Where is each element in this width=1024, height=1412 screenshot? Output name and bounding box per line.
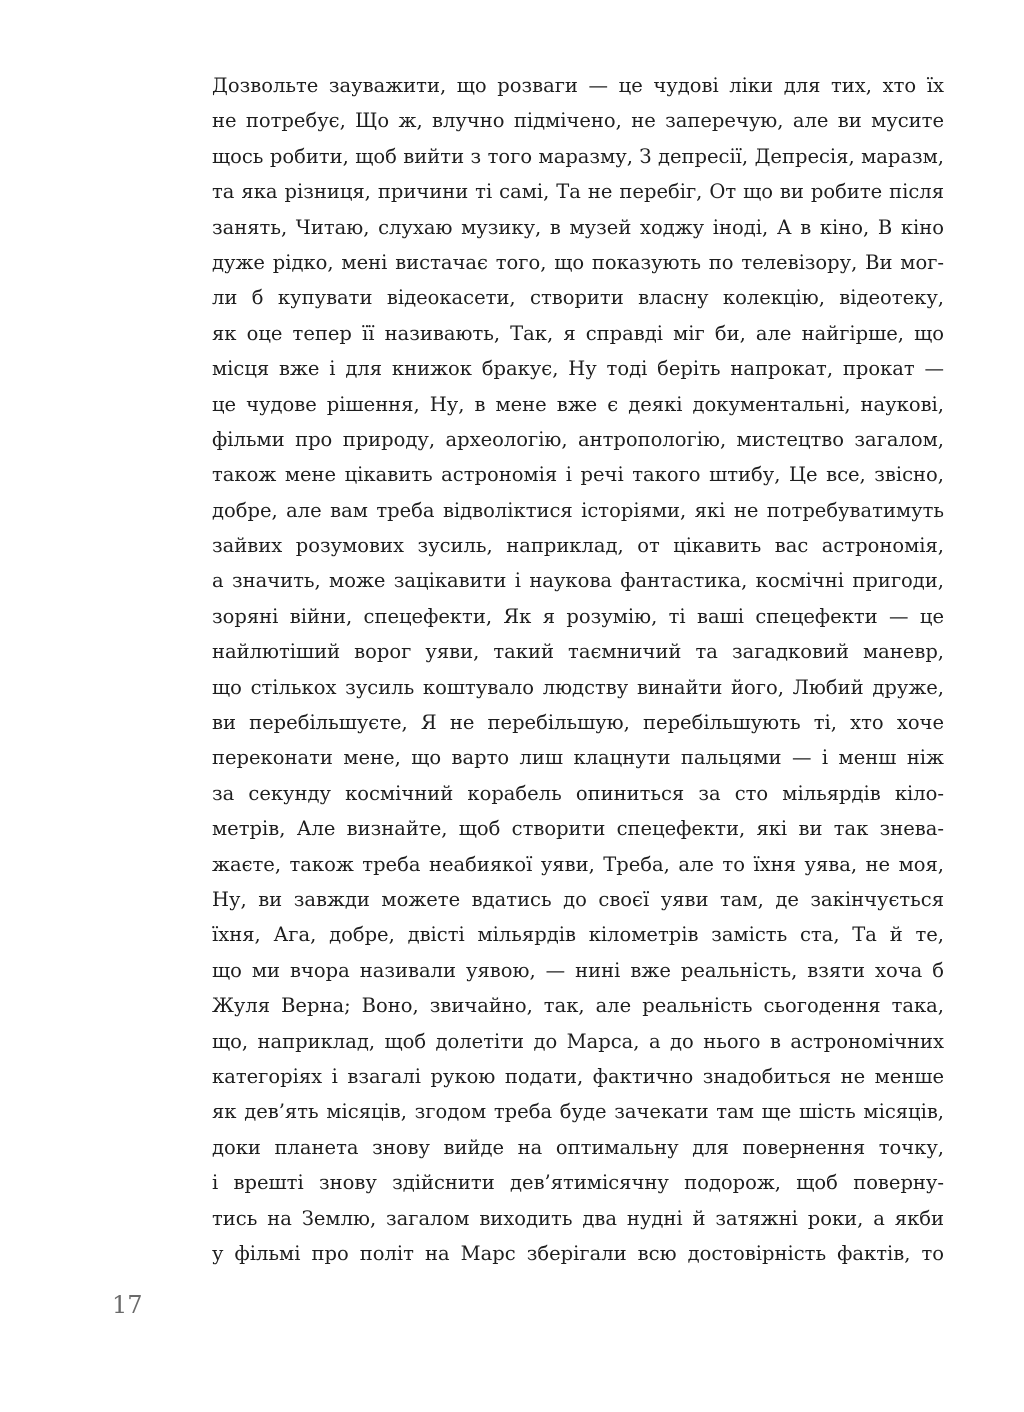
text-line: ли б купувати відеокасети, створити власну колекцію, відеотеку, (212, 286, 944, 310)
text-line: тись на Землю, загалом виходить два нудні й затяжні роки, а якби (212, 1206, 944, 1230)
text-line: переконати мене, що варто лиш клацнути пальцями — і менш ніж (212, 746, 944, 770)
text-line: що ми вчора називали уявою, — нині вже реальність, взяти хоча б (212, 958, 944, 982)
text-line: ви перебільшуєте, Я не перебільшую, перебільшують ті, хто хоче (212, 711, 944, 735)
text-line: що, наприклад, щоб долетіти до Марса, а до нього в астрономічних (212, 1029, 944, 1053)
text-line: у фільмі про політ на Марс зберігали всю достовірність фактів, то (212, 1241, 944, 1265)
text-line: метрів, Але визнайте, щоб створити спецефекти, які ви так знева- (212, 817, 944, 841)
text-line: а значить, може зацікавити і наукова фантастика, космічні пригоди, (212, 569, 944, 593)
text-line: як оце тепер її називають, Так, я справді міг би, але найгірше, що (212, 321, 944, 345)
text-line: найлютіший ворог уяви, такий таємничий та загадковий маневр, (212, 640, 944, 664)
text-line: зоряні війни, спецефекти, Як я розумію, ті ваші спецефекти — це (212, 604, 944, 628)
text-line: не потребує, Що ж, влучно підмічено, не заперечую, але ви мусите (212, 109, 944, 133)
text-line: фільми про природу, археологію, антропологію, мистецтво загалом, (212, 427, 944, 451)
text-line: також мене цікавить астрономія і речі такого штибу, Це все, звісно, (212, 463, 944, 487)
text-line: за секунду космічний корабель опиниться за сто мільярдів кіло- (212, 781, 944, 805)
text-line: дуже рідко, мені вистачає того, що показують по телевізору, Ви мог- (212, 250, 944, 274)
text-line: категоріях і взагалі рукою подати, фактично знадобиться не менше (212, 1064, 944, 1088)
text-line: та яка різниця, причини ті самі, Та не перебіг, От що ви робите після (212, 180, 944, 204)
text-line: їхня, Ага, добре, двісті мільярдів кілометрів замість ста, Та й те, (212, 923, 944, 947)
text-line: Дозвольте зауважити, що розваги — це чудові ліки для тих, хто їх (212, 74, 944, 97)
text-line: як дев’ять місяців, згодом треба буде зачекати там ще шість місяців, (212, 1100, 944, 1124)
text-line: це чудове рішення, Ну, в мене вже є деякі документальні, наукові, (212, 392, 944, 416)
text-line: занять, Читаю, слухаю музику, в музей ходжу іноді, А в кіно, В кіно (212, 215, 944, 239)
text-line: і врешті знову здійснити дев’ятимісячну подорож, щоб поверну- (212, 1171, 944, 1195)
text-line: місця вже і для книжок бракує, Ну тоді беріть напрокат, прокат — (212, 357, 944, 381)
text-line: жаєте, також треба неабиякої уяви, Треба, але то їхня уява, не моя, (212, 852, 944, 876)
text-line: зайвих розумових зусиль, наприклад, от цікавить вас астрономія, (212, 534, 944, 558)
text-line: добре, але вам треба відволіктися історіями, які не потребуватимуть (212, 498, 944, 522)
page-number: 17 (112, 1291, 143, 1319)
text-line: щось робити, щоб вийти з того маразму, З депресії, Депресія, маразм, (212, 144, 944, 168)
body-text (212, 68, 944, 1271)
text-line: Ну, ви завжди можете вдатись до своєї уяви там, де закінчується (212, 887, 944, 911)
text-line: що стількох зусиль коштувало людству винайти його, Любий друже, (212, 675, 944, 699)
text-line: доки планета знову вийде на оптимальну для повернення точку, (212, 1135, 944, 1159)
text-line: Жуля Верна; Воно, звичайно, так, але реальність сьогодення така, (212, 994, 944, 1018)
